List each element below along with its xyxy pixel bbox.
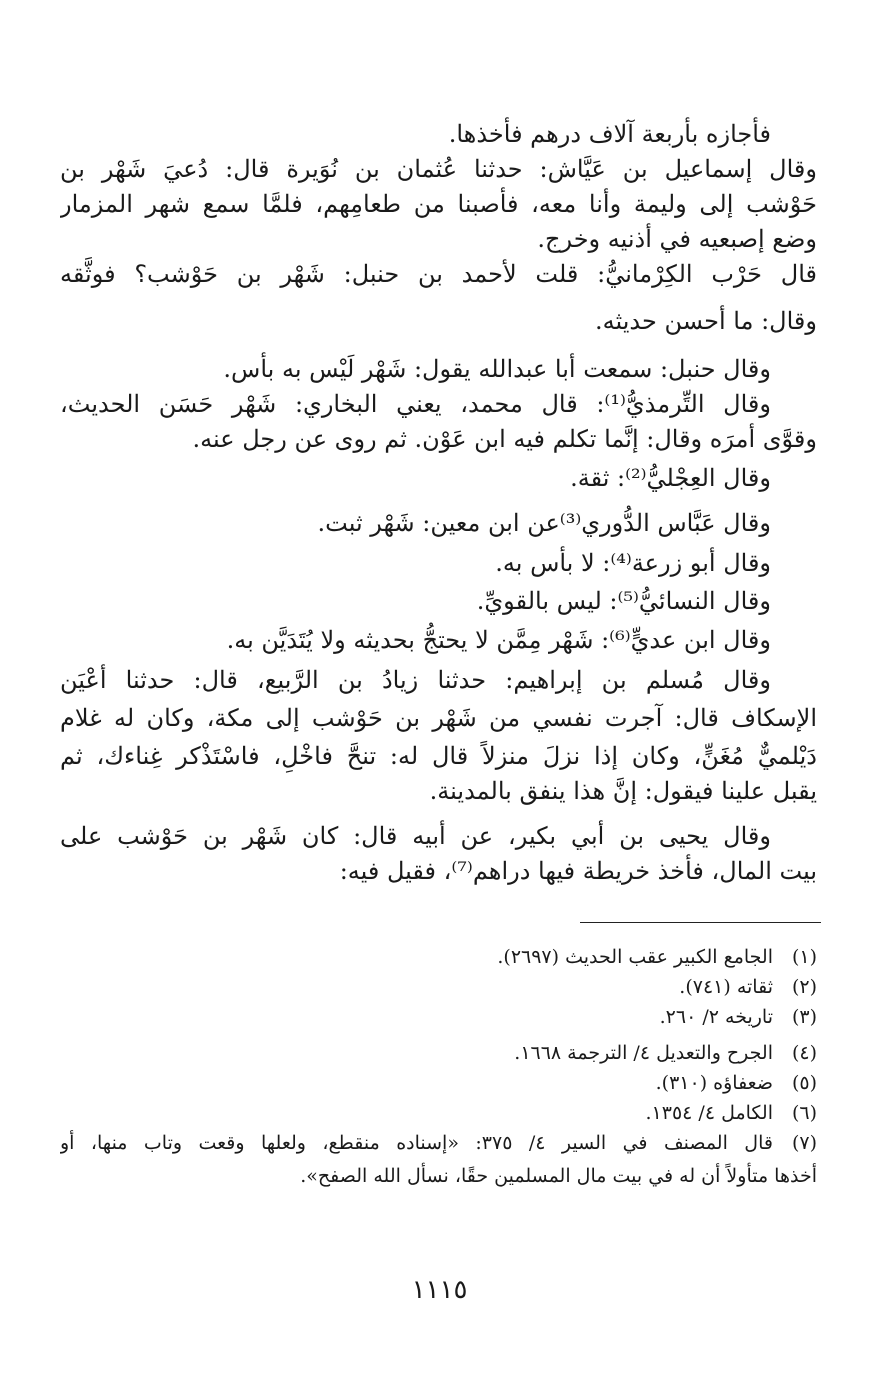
footnote-text: ضعفاؤه (٣١٠).: [655, 1072, 773, 1094]
body-line-17: دَيْلميٌّ مُغَنٍّ، وكان إذا نزلَ منزلاً قال له: تنحَّ فاخْلِ، فاسْتَذْكر غِناءك، ثم: [60, 742, 817, 770]
footnote-2: [60, 972, 817, 1002]
body-line-15: وقال مُسلم بن إبراهيم: حدثنا زيادُ بن الرَّبيع، قال: حدثنا أعْيَن: [60, 666, 771, 694]
footnote-number: (٥): [791, 1072, 817, 1094]
footnote-number: (٣): [791, 1006, 817, 1028]
body-line-11: وقال عَبَّاس الدُّوري⁽³⁾عن ابن معين: شَهْر ثبت.: [317, 509, 771, 537]
footnote-text: تاريخه ٢/ ٢٦٠.: [659, 1006, 773, 1028]
body-line-3: حَوْشب إلى وليمة وأنا معه، فأصبنا من طعامِهم، فلمَّا سمع شهر المزمار: [60, 190, 817, 218]
footnote-text: الجامع الكبير عقب الحديث (٢٦٩٧).: [497, 946, 773, 968]
body-line-13: وقال النسائيُّ⁽⁵⁾: ليس بالقويِّ.: [476, 587, 771, 615]
body-line-5: قال حَرْب الكِرْمانيُّ: قلت لأحمد بن حنبل: شَهْر بن حَوْشب؟ فوثَّقه: [60, 260, 817, 288]
body-line-14: وقال ابن عديٍّ⁽⁶⁾: شَهْر مِمَّن لا يحتجُّ بحديثه ولا يُتَدَيَّن به.: [226, 626, 771, 654]
body-line-4: وضع إصبعيه في أذنيه وخرج.: [537, 225, 817, 253]
footnote-divider: [580, 922, 821, 923]
body-line-20: بيت المال، فأخذ خريطة فيها دراهم⁽⁷⁾، فقيل فيه:: [339, 857, 817, 885]
footnote-7-continuation: أخذها متأولاً أن له في بيت مال المسلمين حقًا، نسأل الله الصفح».: [300, 1165, 817, 1187]
footnote-number: (٦): [791, 1102, 817, 1124]
body-line-2: وقال إسماعيل بن عَيَّاش: حدثنا عُثمان بن نُوَيرة قال: دُعيَ شَهْر بن: [60, 155, 817, 183]
footnote-5: [60, 1068, 817, 1098]
footnote-number: (٧): [791, 1132, 817, 1154]
body-line-6: وقال: ما أحسن حديثه.: [595, 307, 817, 335]
footnote-text: قال المصنف في السير ٤/ ٣٧٥: «إسناده منقطع، ولعلها وقعت وتاب منها، أو: [60, 1132, 773, 1154]
body-line-16: الإسكاف قال: آجرت نفسي من شَهْر بن حَوْشب إلى مكة، وكان له غلام: [60, 704, 817, 732]
footnote-7: [60, 1128, 817, 1158]
footnote-6: [60, 1098, 817, 1128]
body-line-9: وقوَّى أمرَه وقال: إنَّما تكلم فيه ابن عَوْن. ثم روى عن رجل عنه.: [192, 425, 817, 453]
footnote-text: الكامل ٤/ ١٣٥٤.: [645, 1102, 773, 1124]
body-line-7: وقال حنبل: سمعت أبا عبدالله يقول: شَهْر لَيْس به بأس.: [223, 355, 771, 383]
body-line-12: وقال أبو زرعة⁽⁴⁾: لا بأس به.: [495, 549, 771, 577]
footnote-text: الجرح والتعديل ٤/ الترجمة ١٦٦٨.: [514, 1042, 773, 1064]
body-line-1: فأجازه بأربعة آلاف درهم فأخذها.: [448, 120, 771, 148]
footnote-number: (٢): [791, 976, 817, 998]
footnote-4: [60, 1038, 817, 1068]
footnote-text: ثقاته (٧٤١).: [679, 976, 773, 998]
footnote-1: [60, 942, 817, 972]
body-line-18: يقبل علينا فيقول: إنَّ هذا ينفق بالمدينة.: [429, 777, 817, 805]
body-line-10: وقال العِجْليُّ⁽²⁾: ثقة.: [570, 464, 771, 492]
footnote-3: [60, 1002, 817, 1032]
footnote-number: (١): [791, 946, 817, 968]
body-line-19: وقال يحيى بن أبي بكير، عن أبيه قال: كان شَهْر بن حَوْشب على: [60, 822, 771, 850]
page-number: ١١١٥: [411, 1275, 468, 1305]
footnote-number: (٤): [791, 1042, 817, 1064]
body-line-8: وقال التِّرمذيُّ⁽¹⁾: قال محمد، يعني البخاري: شَهْر حَسَن الحديث،: [60, 390, 771, 418]
